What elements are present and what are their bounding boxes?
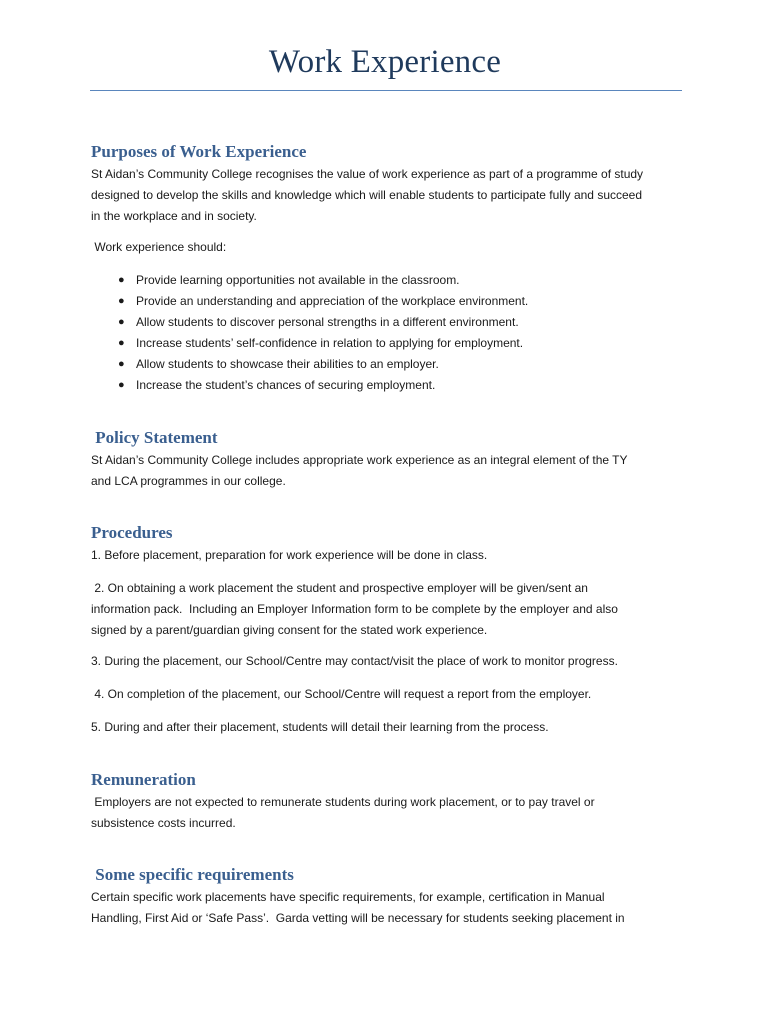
title-underline [90,90,682,91]
remuneration-paragraph-line-1: Employers are not expected to remunerate students during work placement, or to pay travel or [91,795,595,809]
procedure-step-2-line-3: signed by a parent/guardian giving consent for the stated work experience. [91,623,488,637]
purposes-paragraph-line-3: in the workplace and in society. [91,209,257,223]
procedure-step-4: 4. On completion of the placement, our School/Centre will request a report from the employer. [91,687,592,701]
bullet-icon: ● [118,337,125,349]
bullet-text: Provide an understanding and appreciation of the workplace environment. [136,294,529,308]
list-item [91,312,528,333]
bullet-icon: ● [118,379,125,391]
procedure-step-2-line-2: information pack. Including an Employer Information form to be complete by the employer and also [91,602,618,616]
procedures-heading: Procedures [91,523,173,542]
purposes-paragraph-line-2: designed to develop the skills and knowledge which will enable students to participate fully and succeed [91,188,643,202]
bullet-icon: ● [118,316,125,328]
list-item [91,291,528,312]
policy-paragraph-line-1: St Aidan’s Community College includes appropriate work experience as an integral element of the TY [91,453,628,467]
bullet-text: Increase the student’s chances of securing employment. [136,378,436,392]
bullet-text: Provide learning opportunities not available in the classroom. [136,273,460,287]
purposes-heading: Purposes of Work Experience [91,142,307,161]
list-item [91,375,528,396]
list-item [91,270,528,291]
procedure-step-2-line-1: 2. On obtaining a work placement the student and prospective employer will be given/sent an [91,581,588,595]
list-item [91,333,528,354]
bullet-icon: ● [118,295,125,307]
policy-paragraph-line-2: and LCA programmes in our college. [91,474,286,488]
bullet-icon: ● [118,274,125,286]
requirements-heading: Some specific requirements [91,865,294,884]
list-item [91,354,528,375]
policy-heading: Policy Statement [91,428,218,447]
procedure-step-5: 5. During and after their placement, students will detail their learning from the process. [91,720,549,734]
bullet-text: Allow students to discover personal strengths in a different environment. [136,315,519,329]
purposes-bullet-list [91,270,528,396]
bullet-text: Increase students’ self-confidence in relation to applying for employment. [136,336,524,350]
purposes-paragraph-line-1: St Aidan’s Community College recognises the value of work experience as part of a programme of study [91,167,644,181]
procedure-step-3: 3. During the placement, our School/Centre may contact/visit the place of work to monitor progress. [91,654,618,668]
remuneration-paragraph-line-2: subsistence costs incurred. [91,816,236,830]
remuneration-heading: Remuneration [91,770,196,789]
bullet-text: Allow students to showcase their abilities to an employer. [136,357,439,371]
requirements-paragraph-line-2: Handling, First Aid or ‘Safe Pass’. Garda vetting will be necessary for students seeking placement in [91,911,625,925]
bullet-icon: ● [118,358,125,370]
page-title: Work Experience [268,44,502,80]
work-experience-intro: Work experience should: [91,240,227,254]
procedure-step-1: 1. Before placement, preparation for work experience will be done in class. [91,548,488,562]
requirements-paragraph-line-1: Certain specific work placements have specific requirements, for example, certification in Manual [91,890,605,904]
